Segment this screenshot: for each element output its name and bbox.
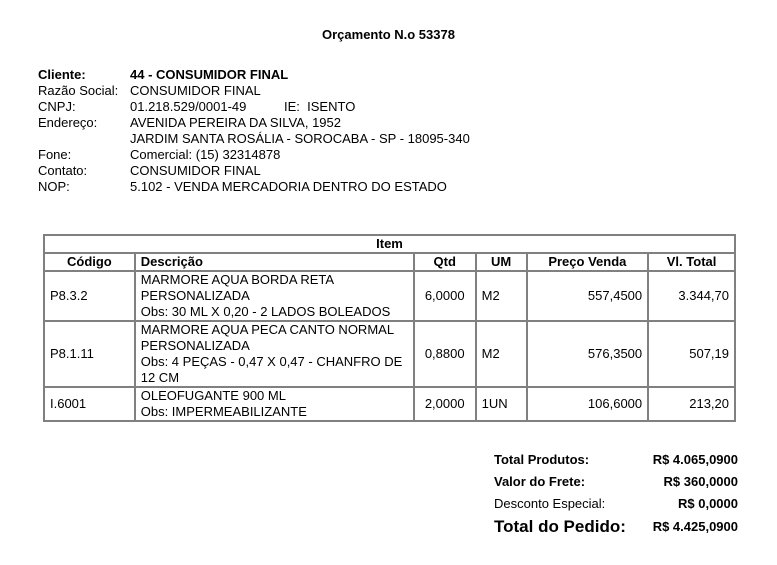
header-descricao: Descrição: [135, 253, 414, 271]
endereco-line1: AVENIDA PEREIRA DA SILVA, 1952: [130, 115, 341, 130]
endereco-label: Endereço:: [38, 115, 98, 130]
header-preco: Preço Venda: [527, 253, 649, 271]
desc-obs: Obs: 30 ML X 0,20 - 2 LADOS BOLEADOS: [140, 304, 391, 319]
table-row: [44, 321, 735, 387]
header-total: Vl. Total: [648, 253, 735, 271]
razao-value: CONSUMIDOR FINAL: [130, 83, 261, 98]
valor-frete-label: Valor do Frete:: [494, 474, 586, 489]
desc-line: OLEOFUGANTE 900 ML: [140, 388, 286, 403]
total-produtos-value: R$ 4.065,0900: [652, 452, 738, 467]
cliente-label: Cliente:: [38, 67, 86, 82]
razao-label: Razão Social:: [38, 83, 119, 98]
contato-value: CONSUMIDOR FINAL: [130, 163, 261, 178]
desconto-label: Desconto Especial:: [494, 496, 606, 511]
fone-value: Comercial: (15) 32314878: [130, 147, 281, 162]
cell-total: 3.344,70: [648, 271, 735, 321]
header-um: UM: [476, 253, 527, 271]
cell-qtd: 2,0000: [414, 387, 476, 421]
quote-title: Orçamento N.o 53378: [322, 27, 455, 42]
table-row: [44, 271, 735, 321]
valor-frete-value: R$ 360,0000: [663, 474, 738, 489]
total-pedido-value: R$ 4.425,0900: [652, 519, 738, 534]
desconto-value: R$ 0,0000: [678, 496, 738, 511]
cell-qtd: 6,0000: [414, 271, 476, 321]
cell-descricao: [135, 271, 414, 321]
table-header-row: [44, 253, 735, 271]
endereco-line2: JARDIM SANTA ROSÁLIA - SOROCABA - SP - 18095-340: [130, 131, 470, 146]
desc-line: PERSONALIZADA: [140, 338, 250, 353]
total-pedido-label: Total do Pedido:: [494, 517, 626, 536]
desc-obs: Obs: 4 PEÇAS - 0,47 X 0,47 - CHANFRO DE: [140, 354, 403, 369]
desc-line: MARMORE AQUA BORDA RETA: [140, 272, 335, 287]
cell-preco: 557,4500: [527, 271, 649, 321]
fone-label: Fone:: [38, 147, 72, 162]
item-group-header: Item: [44, 235, 735, 253]
cell-codigo: P8.1.11: [44, 321, 135, 387]
header-codigo: Código: [44, 253, 135, 271]
cell-preco: 576,3500: [527, 321, 649, 387]
desc-obs-cont: 12 CM: [140, 370, 180, 385]
cell-total: 213,20: [648, 387, 735, 421]
cnpj-value: 01.218.529/0001-49: [130, 99, 247, 114]
cell-total: 507,19: [648, 321, 735, 387]
ie-label: IE:: [284, 99, 300, 114]
cell-um: M2: [476, 271, 527, 321]
table-group-header-row: [44, 235, 735, 253]
cell-um: 1UN: [476, 387, 527, 421]
cell-descricao: [135, 321, 414, 387]
cnpj-label: CNPJ:: [38, 99, 76, 114]
ie-value: ISENTO: [307, 99, 356, 114]
cell-codigo: I.6001: [44, 387, 135, 421]
desc-obs: Obs: IMPERMEABILIZANTE: [140, 404, 307, 419]
desc-line: MARMORE AQUA PECA CANTO NORMAL: [140, 322, 395, 337]
cell-preco: 106,6000: [527, 387, 649, 421]
header-qtd: Qtd: [414, 253, 476, 271]
cell-descricao: [135, 387, 414, 421]
table-row: [44, 387, 735, 421]
nop-value: 5.102 - VENDA MERCADORIA DENTRO DO ESTADO: [130, 179, 447, 194]
cell-qtd: 0,8800: [414, 321, 476, 387]
cliente-value: 44 - CONSUMIDOR FINAL: [130, 67, 289, 82]
cell-codigo: P8.3.2: [44, 271, 135, 321]
desc-line: PERSONALIZADA: [140, 288, 250, 303]
items-table: [43, 234, 736, 422]
nop-label: NOP:: [38, 179, 70, 194]
ie-field: [284, 99, 355, 114]
total-produtos-label: Total Produtos:: [494, 452, 590, 467]
cell-um: M2: [476, 321, 527, 387]
contato-label: Contato:: [38, 163, 88, 178]
